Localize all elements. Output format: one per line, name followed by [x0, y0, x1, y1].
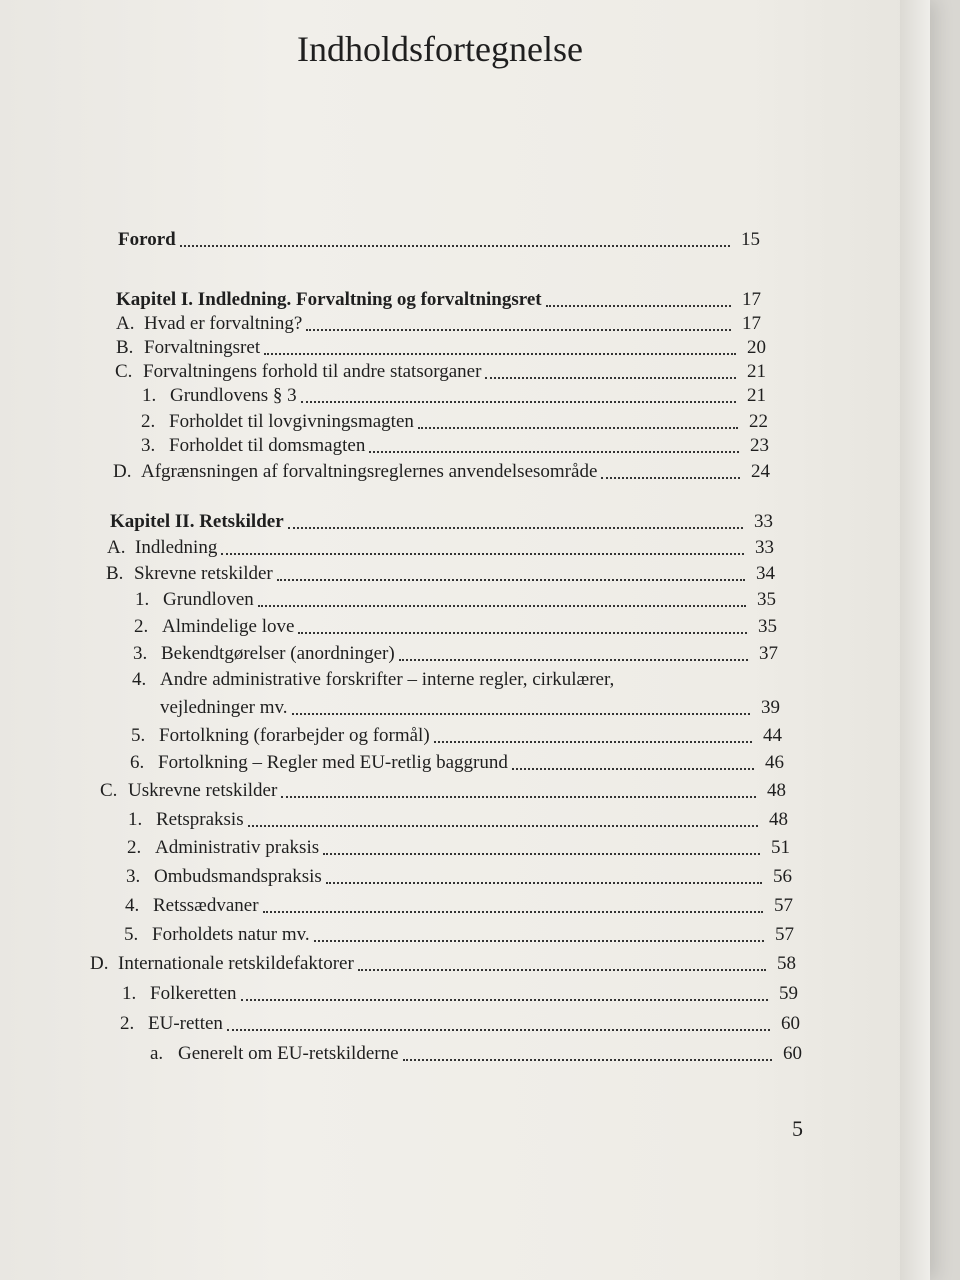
- toc-label: Uskrevne retskilder: [128, 780, 278, 801]
- dot-leader: [546, 305, 731, 307]
- toc-entry: [133, 640, 778, 668]
- dot-leader: [418, 427, 738, 429]
- dot-leader: [326, 882, 762, 884]
- toc-label: Generelt om EU-retskilderne: [178, 1043, 399, 1064]
- toc-page-number: 24: [751, 461, 770, 482]
- toc-label: Afgrænsningen af forvaltningsreglernes anvendelsesområde: [141, 461, 598, 482]
- toc-number: 3.: [126, 866, 141, 887]
- toc-entry: [122, 980, 798, 1008]
- toc-entry: [124, 921, 794, 949]
- page-edge: [900, 0, 930, 1280]
- toc-label: Kapitel II. Retskilder: [110, 511, 284, 532]
- toc-entry: [128, 806, 788, 834]
- toc-page-number: 44: [763, 725, 782, 746]
- toc-number: C.: [115, 361, 133, 382]
- toc-label: Forholdet til domsmagten: [169, 435, 366, 456]
- toc-number: 1.: [128, 809, 143, 830]
- toc-page-number: 15: [741, 229, 760, 250]
- dot-leader: [306, 329, 731, 331]
- page-title: Indholdsfortegnelse: [297, 29, 583, 69]
- toc-label: Andre administrative forskrifter – interne regler, cirkulærer,: [160, 669, 615, 690]
- toc-label: Retspraksis: [156, 809, 244, 830]
- toc-label: Internationale retskildefaktorer: [118, 953, 354, 974]
- toc-entry: [120, 1010, 800, 1038]
- dot-leader: [180, 245, 730, 247]
- dot-leader: [369, 451, 739, 453]
- toc-label: Retssædvaner: [153, 895, 259, 916]
- toc-label: Forvaltningens forhold til andre statsorganer: [143, 361, 482, 382]
- toc-entry-forord: [118, 226, 760, 254]
- toc-page-number: 21: [747, 385, 766, 406]
- dot-leader: [358, 969, 766, 971]
- toc-label: Hvad er forvaltning?: [144, 313, 303, 334]
- toc-label: EU-retten: [148, 1013, 223, 1034]
- toc-number: 2.: [134, 616, 149, 637]
- toc-label: Forholdets natur mv.: [152, 924, 310, 945]
- toc-number: 4.: [132, 669, 147, 690]
- toc-number: D.: [113, 461, 132, 482]
- toc-label: Forvaltningsret: [144, 337, 261, 358]
- toc-label: Bekendtgørelser (anordninger): [161, 643, 395, 664]
- toc-page-number: 48: [767, 780, 786, 801]
- toc-entry: [150, 1040, 802, 1068]
- toc-number: 1.: [135, 589, 150, 610]
- toc-entry: [142, 382, 766, 410]
- toc-label: Forord: [118, 229, 176, 250]
- dot-leader: [298, 632, 747, 634]
- toc-entry: [135, 586, 776, 614]
- dot-leader: [485, 377, 736, 379]
- toc-label: Folkeretten: [150, 983, 237, 1004]
- toc-entry-wrapped: [132, 666, 614, 694]
- toc-page-number: 35: [758, 616, 777, 637]
- dot-leader: [288, 527, 743, 529]
- toc-page-number: 46: [765, 752, 784, 773]
- toc-page-number: 21: [747, 361, 766, 382]
- toc-entry: [130, 749, 784, 777]
- toc-label: Indledning: [135, 537, 218, 558]
- toc-entry: [126, 863, 792, 891]
- dot-leader: [301, 401, 736, 403]
- toc-entry: [100, 777, 786, 805]
- dot-leader: [323, 853, 760, 855]
- toc-entry: [107, 534, 774, 562]
- toc-label: vejledninger mv.: [160, 697, 288, 718]
- toc-entry-chapter: [110, 508, 773, 536]
- toc-page-number: 58: [777, 953, 796, 974]
- dot-leader: [399, 659, 748, 661]
- toc-number: 6.: [130, 752, 145, 773]
- toc-page-number: 33: [754, 511, 773, 532]
- toc-label: Grundloven: [163, 589, 254, 610]
- dot-leader: [258, 605, 746, 607]
- toc-number: A.: [116, 313, 135, 334]
- toc-number: 1.: [142, 385, 157, 406]
- toc-label: Grundlovens § 3: [170, 385, 297, 406]
- toc-entry: [113, 458, 770, 486]
- toc-page-number: 60: [783, 1043, 802, 1064]
- toc-label: Fortolkning – Regler med EU-retlig baggrund: [158, 752, 508, 773]
- dot-leader: [434, 741, 752, 743]
- toc-label: Kapitel I. Indledning. Forvaltning og forvaltningsret: [116, 289, 542, 310]
- toc-number: B.: [106, 563, 124, 584]
- toc-entry-continuation: [160, 694, 780, 722]
- dot-leader: [263, 911, 763, 913]
- toc-entry: [106, 560, 775, 588]
- toc-number: 1.: [122, 983, 137, 1004]
- toc-page-number: 17: [742, 313, 761, 334]
- toc-number: D.: [90, 953, 109, 974]
- toc-page-number: 48: [769, 809, 788, 830]
- toc-label: Administrativ praksis: [155, 837, 320, 858]
- toc-entry: [127, 834, 790, 862]
- toc-number: 3.: [141, 435, 156, 456]
- dot-leader: [248, 825, 758, 827]
- toc-number: B.: [116, 337, 134, 358]
- toc-label: Skrevne retskilder: [134, 563, 273, 584]
- dot-leader: [221, 553, 744, 555]
- toc-page-number: 23: [750, 435, 769, 456]
- toc-number: 5.: [131, 725, 146, 746]
- toc-entry: [141, 432, 769, 460]
- toc-entry: [131, 722, 782, 750]
- toc-label: Ombudsmandspraksis: [154, 866, 322, 887]
- toc-page-number: 34: [756, 563, 775, 584]
- toc-number: 3.: [133, 643, 148, 664]
- toc-page-number: 57: [775, 924, 794, 945]
- toc-entry: [90, 950, 796, 978]
- toc-page-number: 22: [749, 411, 768, 432]
- toc-page-number: 33: [755, 537, 774, 558]
- toc-page-number: 37: [759, 643, 778, 664]
- toc-page-number: 56: [773, 866, 792, 887]
- toc-page-number: 35: [757, 589, 776, 610]
- toc-page-number: 57: [774, 895, 793, 916]
- dot-leader: [281, 796, 756, 798]
- toc-number: 5.: [124, 924, 139, 945]
- toc-page-number: 20: [747, 337, 766, 358]
- dot-leader: [277, 579, 745, 581]
- dot-leader: [403, 1059, 772, 1061]
- toc-page-number: 39: [761, 697, 780, 718]
- toc-number: a.: [150, 1043, 164, 1064]
- toc-page-number: 17: [742, 289, 761, 310]
- toc-entry: [134, 613, 777, 641]
- toc-number: 2.: [120, 1013, 135, 1034]
- page-number: 5: [792, 1116, 803, 1141]
- toc-number: C.: [100, 780, 118, 801]
- toc-page-number: 51: [771, 837, 790, 858]
- dot-leader: [227, 1029, 770, 1031]
- dot-leader: [292, 713, 750, 715]
- dot-leader: [264, 353, 736, 355]
- toc-page-number: 60: [781, 1013, 800, 1034]
- toc-label: Fortolkning (forarbejder og formål): [159, 725, 430, 746]
- toc-number: 2.: [141, 411, 156, 432]
- dot-leader: [314, 940, 764, 942]
- dot-leader: [241, 999, 768, 1001]
- dot-leader: [512, 768, 754, 770]
- toc-number: 4.: [125, 895, 140, 916]
- toc-page-number: 59: [779, 983, 798, 1004]
- dot-leader: [601, 477, 740, 479]
- toc-number: 2.: [127, 837, 142, 858]
- toc-label: Forholdet til lovgivningsmagten: [169, 411, 414, 432]
- toc-label: Almindelige love: [162, 616, 295, 637]
- toc-entry: [125, 892, 793, 920]
- toc-number: A.: [107, 537, 126, 558]
